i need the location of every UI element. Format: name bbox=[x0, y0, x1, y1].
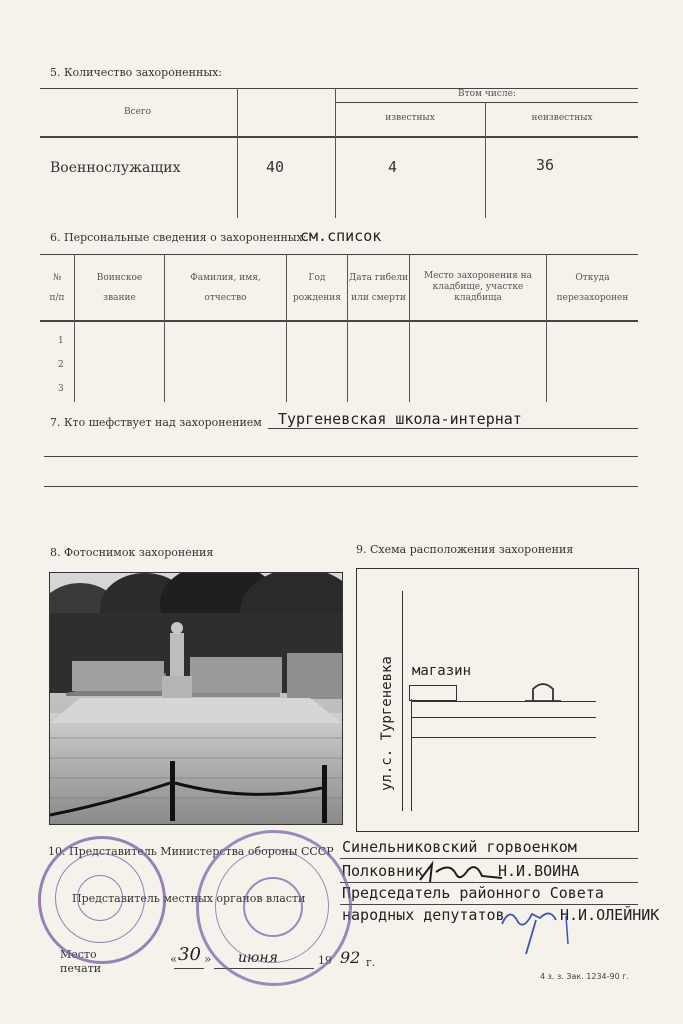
col-including-header: Втом числе: bbox=[458, 89, 516, 99]
street-label: ул.с. Тургеневка bbox=[379, 656, 395, 791]
date-day: 30 bbox=[178, 944, 201, 965]
row-num-3: 3 bbox=[58, 384, 64, 394]
hdr-place-3: кладбища bbox=[454, 293, 502, 303]
col-known-header: известных bbox=[385, 113, 435, 123]
date-close-quote: » bbox=[204, 952, 212, 966]
section6-title: 6. Персональные сведения о захороненных: bbox=[50, 231, 307, 244]
section6-typed-value: см.список bbox=[300, 227, 382, 245]
hdr-num-2: п/п bbox=[49, 293, 65, 303]
rep-mod-label: 10. Представитель Министерства обороны СССР bbox=[48, 845, 334, 858]
hdr-place-2: кладбище, участке bbox=[432, 282, 524, 292]
rep-local-label: Представитель местных органов власти bbox=[72, 892, 306, 905]
signature-voina bbox=[416, 858, 506, 888]
typed-line-1: Синельниковский горвоенком bbox=[342, 838, 577, 856]
signature-oleinik bbox=[496, 900, 576, 958]
hdr-name-2: отчество bbox=[204, 293, 247, 303]
total-count: 40 bbox=[266, 158, 285, 176]
col-unknown-header: неизвестных bbox=[531, 113, 593, 123]
seal-place-label-2: печати bbox=[60, 962, 102, 975]
hdr-from-2: перезахоронен bbox=[556, 293, 629, 303]
section9-title: 9. Схема расположения захоронения bbox=[356, 543, 574, 556]
patron-line bbox=[268, 428, 638, 429]
typed-line-2-name: Н.И.ВОИНА bbox=[498, 862, 580, 880]
hdr-name-1: Фамилия, имя, bbox=[190, 273, 261, 283]
blank-line-1 bbox=[44, 456, 638, 457]
known-count: 4 bbox=[388, 158, 398, 176]
shop-label: магазин bbox=[412, 663, 472, 679]
row-num-2: 2 bbox=[58, 360, 64, 370]
blank-line-2 bbox=[44, 486, 638, 487]
date-year-prefix: 19 bbox=[318, 954, 332, 967]
typed-line-4-title: народных депутатов bbox=[342, 906, 505, 924]
location-scheme bbox=[356, 568, 639, 832]
hdr-year-1: Год bbox=[308, 273, 326, 283]
hdr-from-1: Откуда bbox=[575, 273, 610, 283]
hdr-death-2: или смерти bbox=[351, 293, 406, 303]
memorial-symbol-icon bbox=[525, 679, 561, 703]
section7-title: 7. Кто шефствует над захоронением bbox=[50, 416, 262, 429]
row-num-1: 1 bbox=[58, 336, 64, 346]
print-mark: 4 з. з. Зак. 1234-90 г. bbox=[540, 972, 629, 981]
typed-line-2-rank: Полковник bbox=[342, 862, 424, 880]
row-label-servicemen: Военнослужащих bbox=[50, 160, 181, 176]
seal-place-label: Место bbox=[60, 948, 97, 961]
typed-line-4-name: Н.И.ОЛЕЙНИК bbox=[560, 906, 660, 924]
unknown-count: 36 bbox=[536, 156, 555, 174]
memorial-photo bbox=[49, 572, 343, 825]
date-suffix: г. bbox=[366, 956, 376, 969]
round-stamp-right bbox=[196, 830, 352, 986]
date-open-quote: « bbox=[170, 952, 178, 966]
patron-value: Тургеневская школа-интернат bbox=[278, 410, 522, 428]
col-total-header: Всего bbox=[123, 107, 152, 117]
date-month: июня bbox=[238, 950, 278, 966]
hdr-death-1: Дата гибели bbox=[348, 273, 409, 283]
hdr-rank-1: Воинское bbox=[96, 273, 143, 283]
hdr-year-2: рождения bbox=[292, 293, 341, 303]
hdr-place-1: Место захоронения на bbox=[423, 271, 532, 281]
hdr-rank-2: звание bbox=[103, 293, 136, 303]
section5-title: 5. Количество захороненных: bbox=[50, 66, 223, 79]
round-stamp-left bbox=[38, 836, 166, 964]
shop-building bbox=[409, 685, 457, 701]
memorial-photo-image bbox=[50, 573, 342, 824]
hdr-num-1: № bbox=[52, 273, 62, 283]
section8-title: 8. Фотоснимок захоронения bbox=[50, 546, 214, 559]
date-year: 92 bbox=[340, 948, 361, 967]
typed-line-3: Председатель районного Совета bbox=[342, 884, 604, 902]
